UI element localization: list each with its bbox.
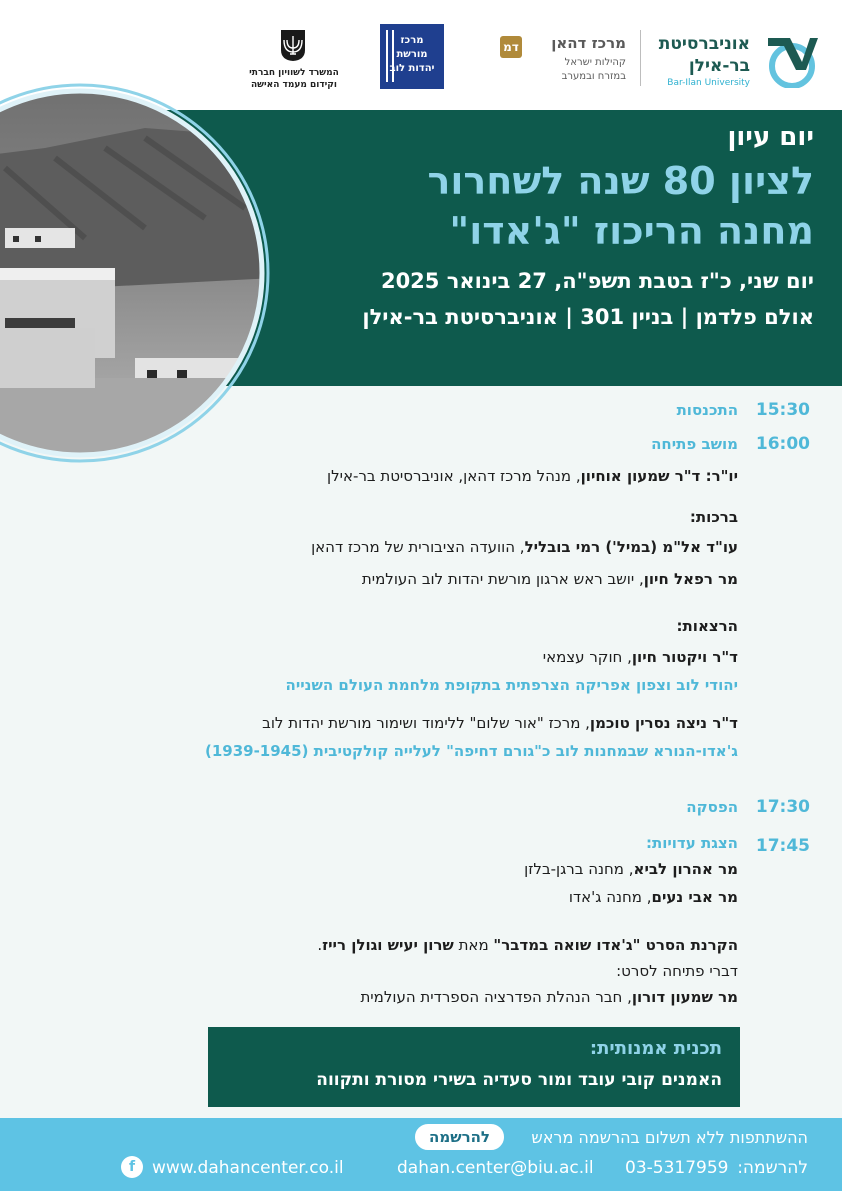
moreshet-line3: יהדות לוב: [389, 63, 435, 74]
chair-line: [327, 467, 738, 485]
lecture-2: [262, 714, 738, 732]
time-1730: 17:30: [755, 797, 810, 817]
facebook-icon[interactable]: f: [121, 1156, 143, 1178]
biu-name-line1: אוניברסיטת: [658, 34, 750, 54]
register-button[interactable]: להרשמה: [415, 1124, 504, 1150]
greeting-1-role: , הוועדה הציבורית של מרכז דהאן: [311, 538, 525, 556]
moreshet-line1: מרכז: [400, 35, 424, 46]
film-speaker-name: מר שמעון דורון: [631, 988, 738, 1006]
footer-bar: [0, 1118, 842, 1191]
logo-divider: [640, 30, 641, 86]
time-1530: 15:30: [755, 400, 810, 420]
event-date: יום שני, כ"ז בטבת תשפ"ה, 27 בינואר 2025: [380, 269, 814, 293]
moreshet-bars-icon: [386, 30, 394, 82]
artistic-program-box: [208, 1027, 740, 1107]
ministry-line2: וקידום מעמד האישה: [251, 80, 337, 90]
witness-2-role: , מחנה ג'אדו: [568, 888, 652, 906]
artistic-text: האמנים קובי עובד ומור סעדיה בשירי מסורת ותקווה: [316, 1070, 722, 1090]
film-title: הקרנת הסרט "ג'אדו שואה במדבר": [493, 936, 738, 954]
artistic-heading: תכנית אמנותית:: [589, 1038, 722, 1059]
dahan-sub1: קהילות ישראל: [564, 57, 626, 68]
camp-photo: [0, 78, 275, 468]
lecture-2-role: , מרכז "אור שלום" ללימוד ושימור מורשת יהדות לוב: [262, 714, 590, 732]
film-line: [317, 936, 738, 954]
film-period: .: [317, 936, 323, 954]
film-speaker: [360, 988, 738, 1006]
lecture-2-name: ד"ר ניצה נסרין טוכמן: [589, 714, 738, 732]
witness-2: [569, 888, 738, 906]
slot-gathering: התכנסות: [676, 401, 738, 419]
witness-2-name: מר אבי נעים: [651, 888, 738, 906]
ministry-line1: המשרד לשוויון חברתי: [249, 68, 339, 78]
dahan-name: מרכז דהאן: [551, 34, 626, 52]
film-speaker-role: , חבר הנהלת הפדרציה הספרדית העולמית: [360, 988, 632, 1006]
phone-link[interactable]: 03-5317959: [625, 1158, 729, 1178]
lecture-1-role: , חוקר עצמאי: [542, 648, 632, 666]
email-link[interactable]: dahan.center@biu.ac.il: [397, 1158, 594, 1178]
film-intro: דברי פתיחה לסרט:: [616, 962, 738, 980]
bar-ilan-logo: [652, 20, 822, 90]
moreshet-libya-logo: [380, 24, 444, 89]
website-link[interactable]: www.dahancenter.co.il: [152, 1158, 344, 1178]
event-venue: אולם פלדמן | בניין 301 | אוניברסיטת בר-אילן: [362, 305, 814, 329]
greeting-2: [362, 570, 738, 588]
event-title-line1: לציון 80 שנה לשחרור: [427, 159, 814, 203]
dahan-center-logo: [498, 30, 628, 90]
event-type: יום עיון: [727, 122, 814, 152]
time-1745: 17:45: [755, 836, 810, 856]
chair-name: יו"ר: ד"ר שמעון אוחיון: [580, 467, 738, 485]
register-label: להרשמה:: [737, 1158, 808, 1178]
dahan-sub2: במזרח ובמערב: [561, 71, 626, 82]
greetings-heading: ברכות:: [689, 508, 738, 526]
greeting-1-name: עו"ד אל"מ (במיל') רמי בובליל: [524, 538, 738, 556]
witness-1-role: , מחנה ברגן-בלזן: [524, 860, 634, 878]
slot-testimonies: הצגת עדויות:: [645, 834, 738, 852]
biu-english-name: Bar-Ilan University: [667, 78, 750, 88]
witness-1-name: מר אהרון לביא: [633, 860, 738, 878]
chair-role: , מנהל מרכז דהאן, אוניברסיטת בר-אילן: [327, 467, 581, 485]
bar-ilan-mark-icon: [762, 28, 822, 88]
slot-break: הפסקה: [686, 798, 738, 816]
lecture-1-name: ד"ר ויקטור חיון: [631, 648, 738, 666]
event-title-line2: מחנה הריכוז "ג'אדו": [449, 209, 814, 253]
biu-name-line2: בר-אילן: [688, 56, 750, 76]
free-entry-note: ההשתתפות ללא תשלום בהרשמה מראש: [531, 1128, 808, 1147]
lecture-2-topic: ג'אדו-הנורא שבמחנות לוב כ"גורם דחיפה" לעלייה קולקטיבית (1939-1945): [204, 742, 738, 760]
greeting-1: [311, 538, 738, 556]
lecture-1: [543, 648, 738, 666]
film-by-word: מאת: [453, 936, 494, 954]
film-directors: שרון יעיש וגולן רייז: [322, 936, 454, 954]
time-1600: 16:00: [755, 434, 810, 454]
menorah-emblem-icon: [278, 28, 308, 62]
witness-1: [524, 860, 738, 878]
hero-text: [254, 118, 814, 336]
greeting-2-name: מר רפאל חיון: [643, 570, 738, 588]
slot-opening: מושב פתיחה: [651, 435, 738, 453]
lectures-heading: הרצאות:: [676, 617, 738, 635]
dahan-emblem-icon: דמ: [500, 36, 522, 58]
lecture-1-topic: יהודי לוב וצפון אפריקה הצרפתית בתקופת מלחמת העולם השנייה: [285, 676, 738, 694]
moreshet-line2: מורשת: [396, 49, 428, 60]
greeting-2-role: , יושב ראש ארגון מורשת יהדות לוב העולמית: [361, 570, 644, 588]
